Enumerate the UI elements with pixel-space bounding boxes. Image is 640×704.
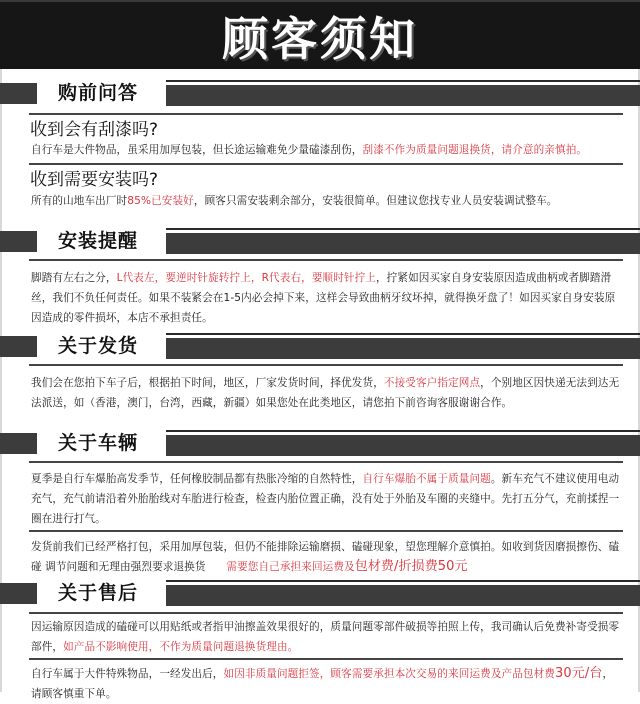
header-left-block [0, 433, 37, 454]
divider [29, 259, 623, 261]
section-title: 关于车辆 [58, 432, 139, 454]
after-sales-text: 因运输原因造成的磕碰可以用贴纸或者指甲油擦盖效果很好的，质量问题零部件破损等拍照上传，我司确认后免费补寄受损零部件，如产品不影响使用，不作为质量问题退换货理由。 [31, 621, 620, 653]
header-right-bar [166, 85, 640, 106]
header-left-block [0, 336, 37, 357]
section-header-installation [0, 228, 640, 252]
fee-text: 30元/台 [555, 666, 603, 681]
divider [29, 113, 623, 115]
packaging-text: 发货前我们已经严格打包，采用加厚包装，但仍不能排除运输磨损、磕碰现象，望您理解介意慎拍。如收到货因磨损擦伤、磕碰 调节问题和无理由强烈要求退换货 需要您自己承担来回运费及包材费/折损费50元 [31, 541, 620, 574]
refusal-text: 自行车属于大件特殊物品，一经发出后，如因非质量问题拒签，顾客需要承担本次交易的来回运费及产品包材费30元/台，请顾客慎重下单。 [31, 666, 614, 700]
divider [29, 530, 623, 532]
highlight-text: L代表左，要逆时针旋转拧上，R代表右，要顺时针拧上 [116, 272, 376, 284]
shipping-text: 我们会在您拍下车子后，根据拍下时间，地区，厂家发货时间，择优发货，不接受客户指定网点，个别地区因快递无法到达无法派送，如（香港，澳门，台湾，西藏，新疆）如果您处在此类地区，请您拍下前咨询客服谢谢合作。 [31, 377, 620, 409]
divider [29, 163, 623, 165]
header-left-block [0, 583, 37, 604]
page-title: 顾客须知 [222, 11, 418, 66]
highlight-text: 如产品不影响使用，不作为质量问题退换货理由。 [63, 641, 299, 653]
installation-text: 脚踏有左右之分，L代表左，要逆时针旋转拧上，R代表右，要顺时针拧上，拧紧如因买家自身安装原因造成曲柄或者脚踏滑丝，我们不负任何责任。如果不装紧会在1-5内必会掉下来，这样会导致曲柄牙纹坏掉，就得换牙盘了！如因买家自身安装原因造成的零件损坏，本店不承担责任。 [31, 272, 616, 324]
header-right-bar [166, 585, 640, 606]
section-header-vehicle [0, 430, 640, 454]
section-header-pre-purchase [0, 80, 640, 104]
highlight-text: 需要您自己承担来回运费及 [226, 561, 355, 573]
section-title: 关于发货 [58, 335, 139, 357]
banner [0, 0, 640, 69]
vehicle-text: 夏季是自行车爆胎高发季节，任何橡胶制品都有热胀冷缩的自然特性，自行车爆胎不属于质量问题。新车充气不建议使用电动充气，充气前请沿着外胎胎线对车胎进行检查，检查内胎位置正确，没有处于外胎及车圈的夹缝中。先打五分气，充前揉捏一圈在进行打气。 [31, 473, 620, 525]
question-title: 收到需要安装吗? [30, 170, 159, 190]
question-title: 收到会有刮漆吗? [30, 120, 159, 140]
header-rule [166, 80, 640, 82]
header-right-bar [166, 435, 640, 456]
fee-text: 包材费/折损费50元 [354, 559, 468, 574]
header-rule [166, 333, 640, 335]
answer-text: 自行车是大件物品，虽采用加厚包装，但长途运输难免少量磕漆刮伤，刮漆不作为质量问题退换货，请介意的亲慎拍。 [31, 144, 588, 156]
divider [29, 364, 623, 366]
section-title: 关于售后 [58, 582, 139, 604]
header-left-block [0, 83, 37, 104]
divider [29, 461, 623, 463]
section-title: 购前问答 [58, 82, 139, 104]
highlight-text: 如因非质量问题拒签，顾客需要承担本次交易的来回运费及产品包材费 [223, 668, 556, 680]
header-right-bar [166, 338, 640, 359]
section-header-after-sales [0, 580, 640, 604]
header-right-bar [166, 233, 640, 254]
section-title: 安装提醒 [58, 230, 139, 252]
highlight-text: 不接受客户指定网点 [383, 377, 481, 389]
answer-text: 所有的山地车出厂时85%已安装好，顾客只需安装剩余部分，安装很简单。但建议您找专业人员安装调试整车。 [31, 195, 558, 207]
header-left-block [0, 231, 37, 252]
header-rule [166, 430, 640, 432]
section-header-shipping [0, 333, 640, 357]
highlight-text: 自行车爆胎不属于质量问题 [362, 473, 491, 485]
divider [29, 658, 623, 660]
divider [29, 612, 623, 614]
highlight-text: 85%已安装好 [127, 195, 194, 207]
header-rule [166, 228, 640, 230]
warning-text: 刮漆不作为质量问题退换货，请介意的亲慎拍。 [362, 144, 588, 156]
header-rule [166, 580, 640, 582]
